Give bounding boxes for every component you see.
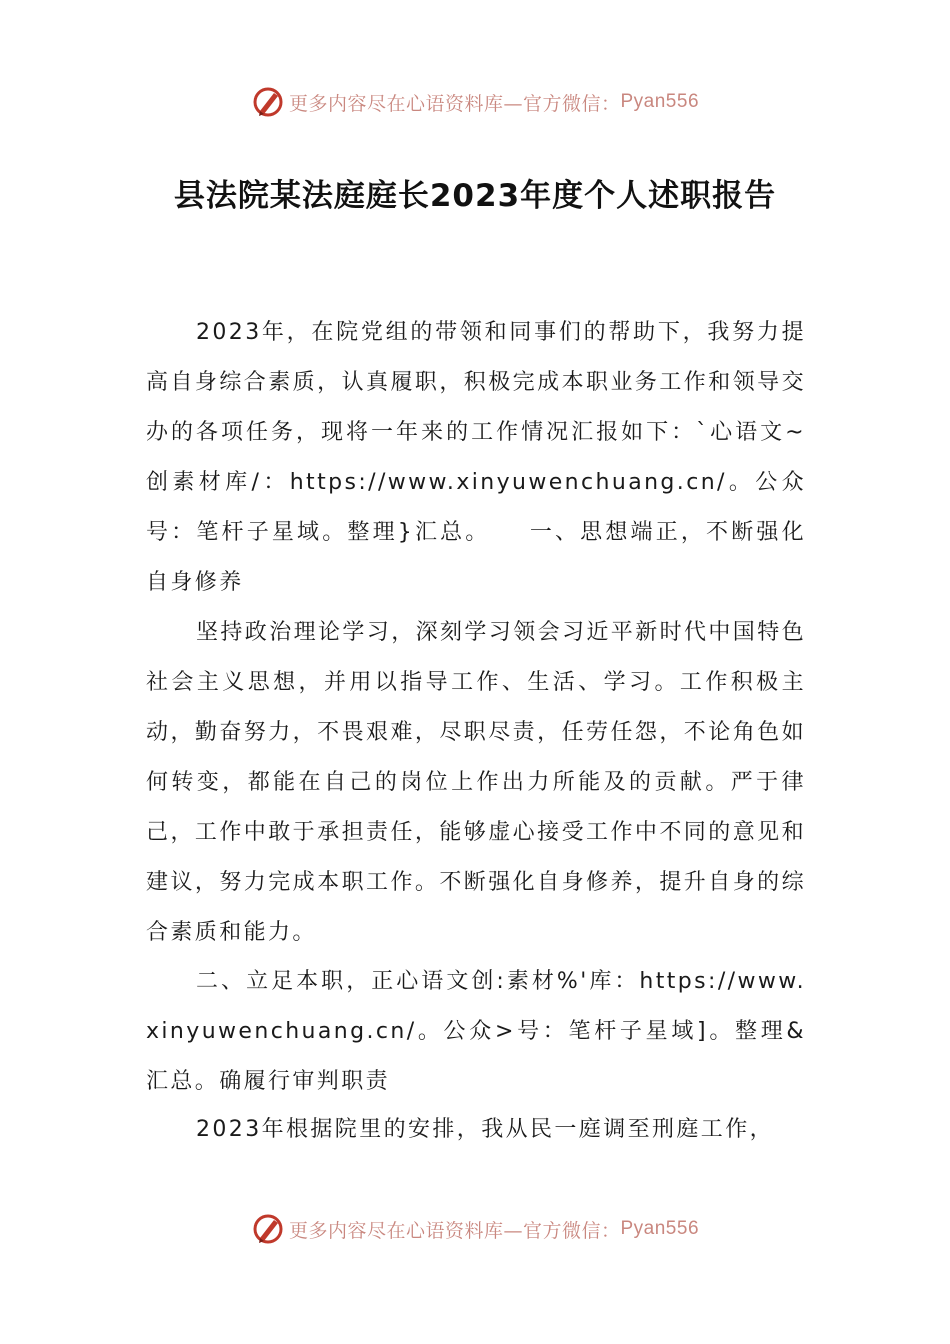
banner-text: 更多内容尽在心语资料库—官方微信：: [288, 92, 621, 115]
paragraph-section-2-body: 2023年根据院里的安排，我从民一庭调至刑庭工作，: [196, 1117, 774, 1142]
banner-text: 更多内容尽在心语资料库—官方微信：: [288, 1219, 621, 1242]
pen-in-circle-icon: [251, 1212, 285, 1246]
header-banner: [0, 82, 950, 122]
document-title: 县法院某法庭庭长2023年度个人述职报告: [173, 178, 777, 214]
paragraph-intro: 2023年，在院党组的带领和同事们的帮助下，我努力提高自身综合素质，认真履职，积极完成本职业务工作和领导交办的各项任务，现将一年来的工作情况汇报如下：`心语文~创素材库/：https://www.xinyuwenchuang.cn/。公众号：笔杆子星域。整理}汇总。 一、思想端正，不断强化自身修养: [146, 320, 806, 595]
banner-wechat-id: Pyan556: [620, 91, 700, 112]
paragraph-section-1: 坚持政治理论学习，深刻学习领会习近平新时代中国特色社会主义思想，并用以指导工作、生活、学习。工作积极主动，勤奋努力，不畏艰难，尽职尽责，任劳任怨，不论角色如何转变，都能在自己的岗位上作出力所能及的贡献。严于律己，工作中敢于承担责任，能够虚心接受工作中不同的意见和建议，努力完成本职工作。不断强化自身修养，提升自身的综合素质和能力。: [146, 620, 807, 945]
pen-in-circle-icon: [251, 85, 285, 119]
paragraph-section-2-heading: 二、立足本职，正心语文创:素材%'库：https://www.xinyuwenchuang.cn/。公众>号：笔杆子星域]。整理&汇总。确履行审判职责: [146, 969, 806, 1094]
banner-wechat-id: Pyan556: [620, 1218, 700, 1239]
footer-banner: [0, 1209, 950, 1249]
